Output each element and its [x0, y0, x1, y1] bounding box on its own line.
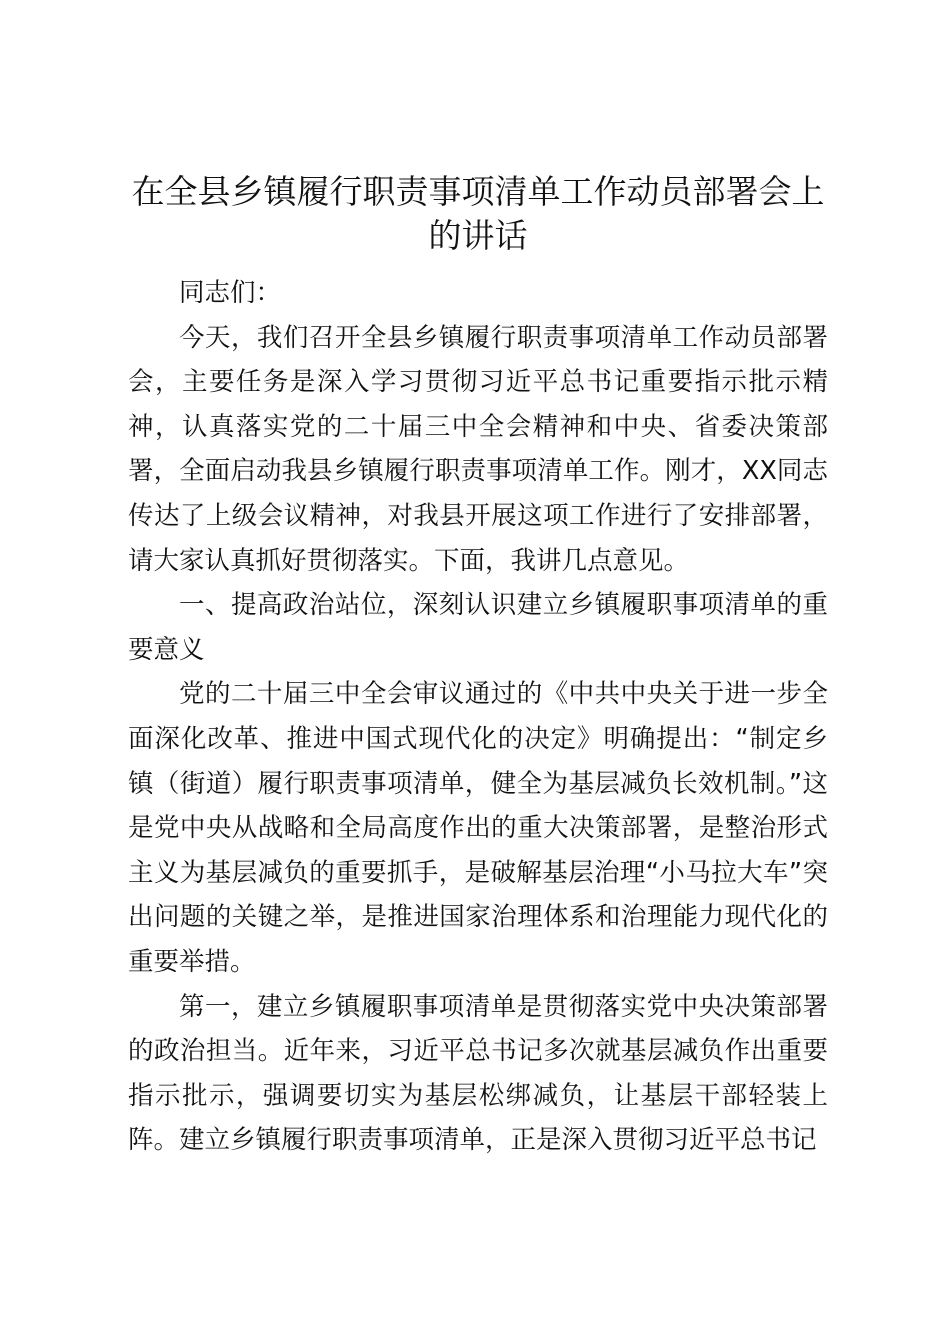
- document-title: 在全县乡镇履行职责事项清单工作动员部署会上的讲话: [131, 172, 825, 255]
- document-page: [128, 170, 828, 1163]
- paragraph-decision: 党的二十届三中全会审议通过的《中共中央关于进一步全面深化改革、推进中国式现代化的决定》明确提出：“制定乡镇（街道）履行职责事项清单，健全为基层减负长效机制。”这是党中央从战略和全局高度作出的重大决策部署，是整治形式主义为基层减负的重要抓手，是破解基层治理“小马拉大车”突出问题的关键之举，是推进国家治理体系和治理能力现代化的重要举措。: [128, 679, 828, 977]
- salutation: 同志们：: [179, 278, 282, 308]
- paragraph-opening: 今天，我们召开全县乡镇履行职责事项清单工作动员部署会，主要任务是深入学习贯彻习近平总书记重要指示批示精神，认真落实党的二十届三中全会精神和中央、省委决策部署，全面启动我县乡镇履行职责事项清单工作。刚才，XX同志传达了上级会议精神，对我县开展这项工作进行了安排部署，请大家认真抓好贯彻落实。下面，我讲几点意见。: [128, 322, 828, 576]
- section-heading-1: 一、提高政治站位，深刻认识建立乡镇履职事项清单的重要意义: [128, 590, 828, 665]
- paragraph-first-point: 第一，建立乡镇履职事项清单是贯彻落实党中央决策部署的政治担当。近年来，习近平总书记多次就基层减负作出重要指示批示，强调要切实为基层松绑减负，让基层干部轻装上阵。建立乡镇履行职责事项清单，正是深入贯彻习近平总书记: [128, 991, 828, 1156]
